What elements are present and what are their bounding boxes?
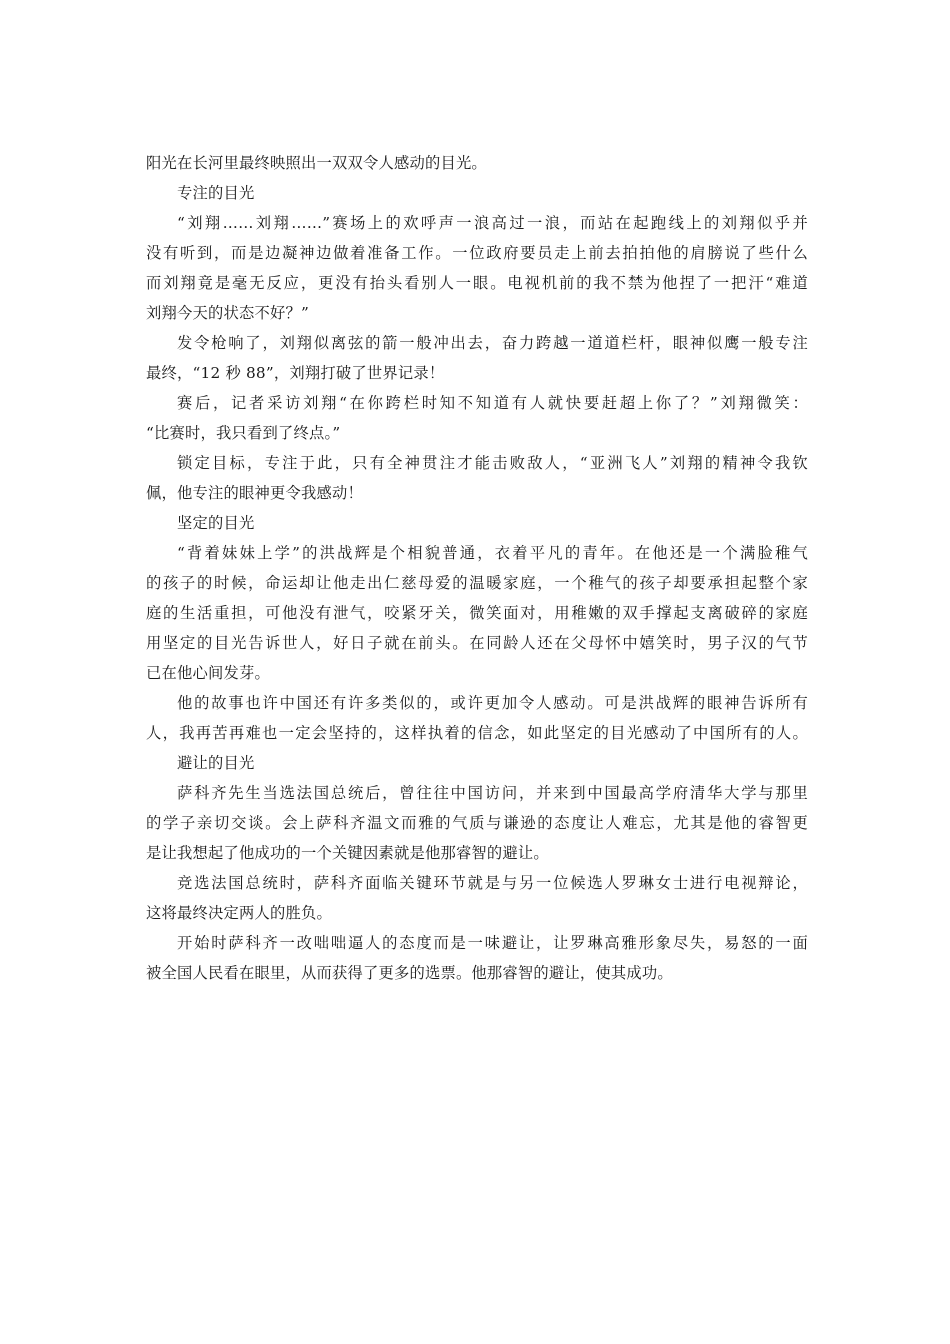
text-line: 避让的目光 — [177, 754, 255, 772]
text-line: 他的故事也许中国还有许多类似的，或许更加令人感动。可是洪战辉的眼神告诉所有 — [177, 694, 808, 712]
text-line: 已在他心间发芽。 — [146, 664, 270, 682]
text-line: 开始时萨科齐一改咄咄逼人的态度而是一味避让，让罗琳高雅形象尽失，易怒的一面 — [177, 934, 808, 952]
text-line: “刘翔……刘翔……”赛场上的欢呼声一浪高过一浪，而站在起跑线上的刘翔似乎并 — [177, 214, 808, 232]
text-line: 坚定的目光 — [177, 514, 255, 532]
text-line: “比赛时，我只看到了终点。” — [146, 424, 341, 442]
text-line: “背着妹妹上学”的洪战辉是个相貌普通，衣着平凡的青年。在他还是一个满脸稚气 — [177, 544, 808, 562]
text-line: 佩，他专注的眼神更令我感动！ — [146, 484, 363, 502]
text-line: 锁定目标，专注于此，只有全神贯注才能击败敌人，“亚洲飞人”刘翔的精神令我钦 — [177, 454, 808, 472]
text-line: 专注的目光 — [177, 184, 255, 202]
text-line: 没有听到，而是边凝神边做着准备工作。一位政府要员走上前去拍拍他的肩膀说了些什么 — [146, 244, 808, 262]
essay-body — [146, 148, 808, 988]
text-line: 这将最终决定两人的胜负。 — [146, 904, 332, 922]
text-line: 最终，“12 秒 88”，刘翔打破了世界记录！ — [146, 364, 445, 382]
text-line: 用坚定的目光告诉世人，好日子就在前头。在同龄人还在父母怀中嬉笑时，男子汉的气节 — [146, 634, 808, 652]
text-line: 而刘翔竟是毫无反应，更没有抬头看别人一眼。电视机前的我不禁为他捏了一把汗“难道 — [146, 274, 808, 292]
text-line: 阳光在长河里最终映照出一双双令人感动的目光。 — [146, 154, 487, 172]
text-line: 赛后，记者采访刘翔“在你跨栏时知不知道有人就快要赶超上你了？”刘翔微笑： — [177, 394, 808, 412]
text-line: 庭的生活重担，可他没有泄气，咬紧牙关，微笑面对，用稚嫩的双手撑起支离破碎的家庭 — [146, 604, 808, 622]
text-line: 的学子亲切交谈。会上萨科齐温文而雅的气质与谦逊的态度让人难忘，尤其是他的睿智更 — [146, 814, 808, 832]
text-line: 被全国人民看在眼里，从而获得了更多的选票。他那睿智的避让，使其成功。 — [146, 964, 673, 982]
text-line: 竞选法国总统时，萨科齐面临关键环节就是与另一位候选人罗琳女士进行电视辩论， — [177, 874, 808, 892]
text-line: 萨科齐先生当选法国总统后，曾往往中国访问，并来到中国最高学府清华大学与那里 — [177, 784, 808, 802]
text-line: 的孩子的时候，命运却让他走出仁慈母爱的温暖家庭，一个稚气的孩子却要承担起整个家 — [146, 574, 808, 592]
text-line: 人，我再苦再难也一定会坚持的，这样执着的信念，如此坚定的目光感动了中国所有的人。 — [146, 724, 808, 742]
text-line: 发令枪响了，刘翔似离弦的箭一般冲出去，奋力跨越一道道栏杆，眼神似鹰一般专注 — [177, 334, 808, 352]
text-line: 刘翔今天的状态不好？” — [146, 304, 309, 322]
text-line: 是让我想起了他成功的一个关键因素就是他那睿智的避让。 — [146, 844, 549, 862]
